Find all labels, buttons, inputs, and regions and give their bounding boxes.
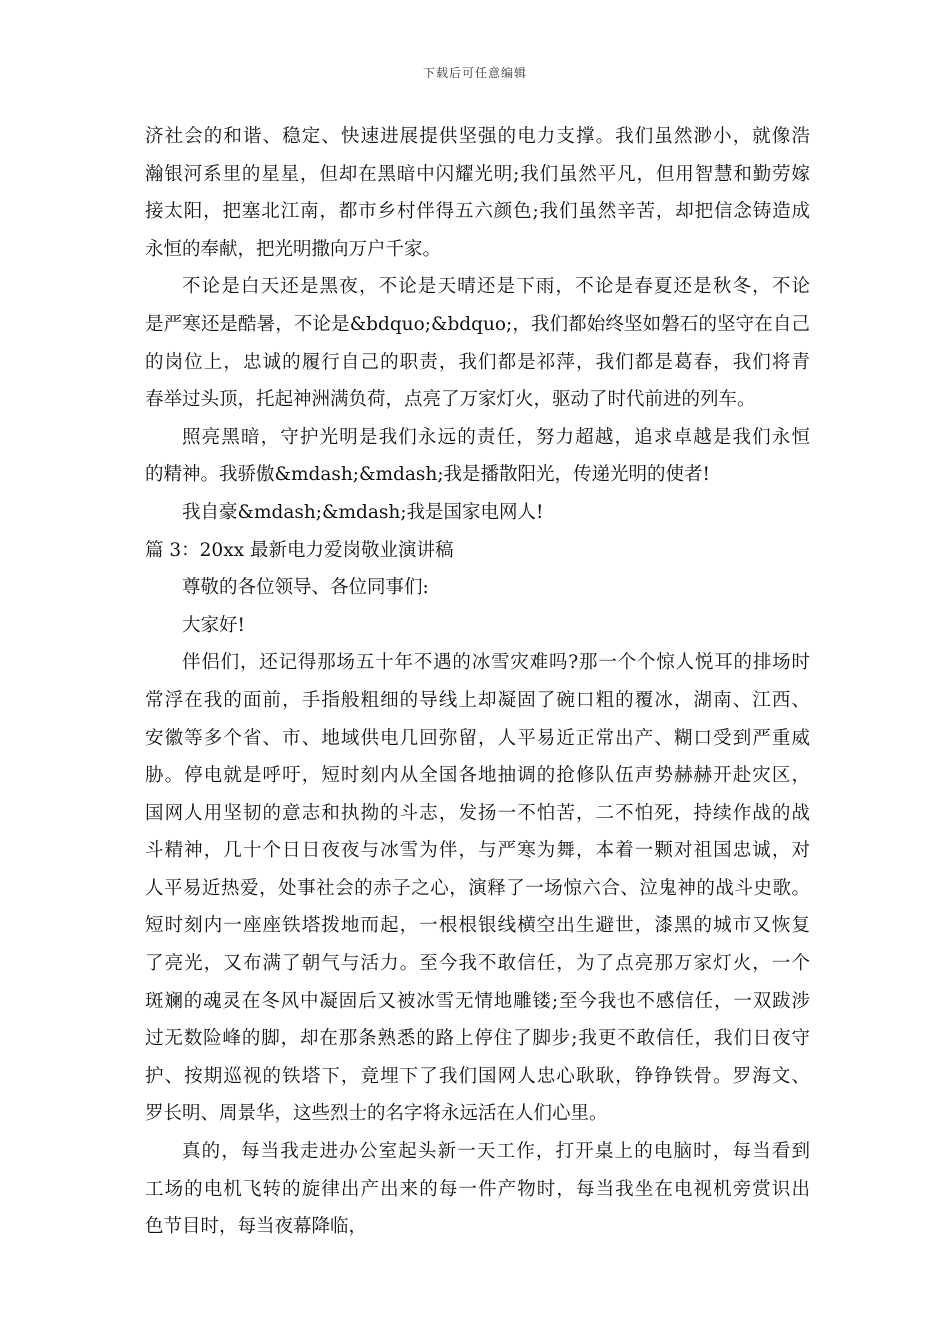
text-line: 色节目时，每当夜幕降临，: [145, 1216, 368, 1238]
text-line: 春举过头顶，托起神洲满负荷，点亮了万家灯火，驱动了时代前进的列车。: [145, 389, 756, 411]
text-line: 济社会的和谐、稳定、快速进展提供坚强的电力支撑。我们虽然渺小，就像浩: [145, 126, 810, 147]
text-line: 真的，每当我走进办公室起头新一天工作，打开桌上的电脑时，每当看到: [182, 1141, 810, 1163]
text-line: 伴侣们，还记得那场五十年不遇的冰雪灾难吗?那一个个惊人悦耳的排场时: [182, 652, 810, 674]
text-line: 安徽等多个省、市、地域供电几回弥留，人平易近正常出产、糊口受到严重威: [145, 727, 810, 749]
text-line: 尊敬的各位领导、各位同事们:: [182, 577, 429, 599]
text-line: 常浮在我的面前，手指般粗细的导线上却凝固了碗口粗的覆冰，湖南、江西、: [145, 689, 810, 711]
text-line: 斗精神，几十个日日夜夜与冰雪为伴，与严寒为舞，本着一颗对祖国忠诚，对: [145, 840, 810, 862]
text-line: 不论是白天还是黑夜，不论是天晴还是下雨，不论是春夏还是秋冬，不论: [182, 276, 810, 298]
text-line: 过无数险峰的脚，却在那条熟悉的路上停住了脚步;我更不敢信任，我们日夜守: [145, 1028, 810, 1050]
text-line: 的岗位上，忠诚的履行自己的职责，我们都是祁萍，我们都是葛春，我们将青: [145, 351, 810, 373]
text-line: 了亮光，又布满了朝气与活力。至今我不敢信任，为了点亮那万家灯火，一个: [145, 953, 810, 975]
text-line: 大家好!: [182, 614, 245, 636]
text-line: 斑斓的魂灵在冬风中凝固后又被冰雪无情地雕镂;至今我也不感信任，一双跋涉: [145, 990, 810, 1012]
text-line: 瀚银河系里的星星，但却在黑暗中闪耀光明;我们虽然平凡，但用智慧和勤劳嫁: [145, 163, 810, 185]
text-line: 篇 3：20xx 最新电力爱岗敬业演讲稿: [145, 539, 454, 561]
text-line: 照亮黑暗，守护光明是我们永远的责任，努力超越，追求卓越是我们永恒: [182, 426, 810, 448]
text-line: 的精神。我骄傲&mdash;&mdash;我是播散阳光，传递光明的使者!: [145, 464, 710, 486]
text-line: 永恒的奉献，把光明撒向万户千家。: [145, 238, 442, 260]
text-line: 罗长明、周景华，这些烈士的名字将永远活在人们心里。: [145, 1103, 608, 1125]
text-line: 短时刻内一座座铁塔拨地而起，一根根银线横空出生避世，漆黑的城市又恢复: [145, 915, 810, 937]
text-line: 我自豪&mdash;&mdash;我是国家电网人!: [182, 501, 544, 523]
document-body: [145, 118, 810, 1246]
page-header: 下载后可任意编辑: [422, 66, 527, 80]
text-line: 护、按期巡视的铁塔下，竟埋下了我们国网人忠心耿耿，铮铮铁骨。罗海文、: [145, 1065, 810, 1087]
text-line: 接太阳，把塞北江南，都市乡村伴得五六颜色;我们虽然辛苦，却把信念铸造成: [145, 201, 810, 223]
text-line: 工场的电机飞转的旋律出产出来的每一件产物时，每当我坐在电视机旁赏识出: [145, 1178, 810, 1200]
text-line: 胁。停电就是呼吁，短时刻内从全国各地抽调的抢修队伍声势赫赫开赴灾区，: [145, 765, 810, 787]
text-line: 人平易近热爱，处事社会的赤子之心，演释了一场惊六合、泣鬼神的战斗史歌。: [145, 877, 810, 899]
text-line: 国网人用坚韧的意志和执拗的斗志，发扬一不怕苦，二不怕死，持续作战的战: [145, 802, 810, 824]
text-line: 是严寒还是酷暑，不论是&bdquo;&bdquo;，我们都始终坚如磐石的坚守在自己: [145, 313, 810, 335]
